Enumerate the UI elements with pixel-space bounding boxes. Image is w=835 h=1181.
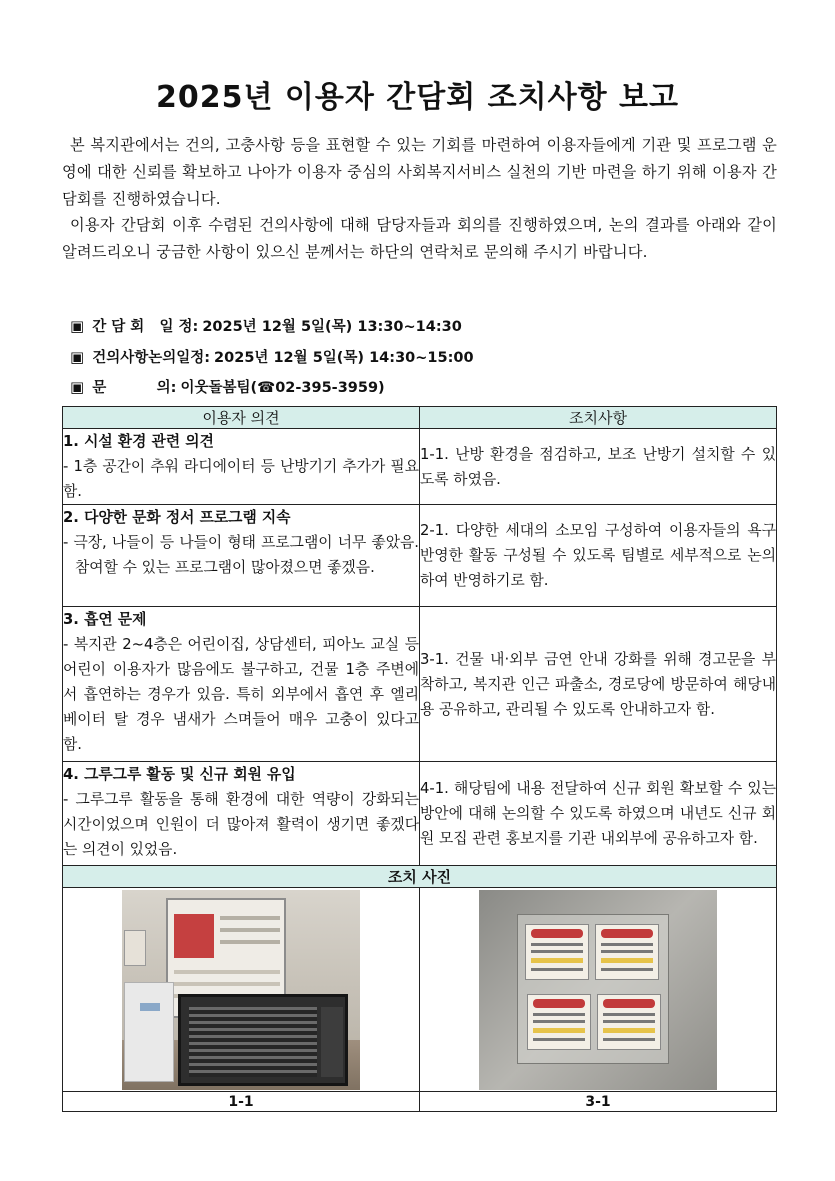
table-row (63, 429, 777, 505)
info-label: 간 담 회 일 정: (92, 319, 199, 335)
table-header-row (63, 407, 777, 429)
action-cell: 2-1. 다양한 세대의 소모임 구성하여 이용자들의 욕구 반영한 활동 구성될 수 있도록 팀별로 세부적으로 논의하여 반영하기로 함. (420, 505, 777, 607)
info-label: 건의사항논의일정: (92, 350, 211, 366)
info-row-discussion-date (70, 346, 770, 367)
water-cooler-image (124, 982, 174, 1082)
opinion-heading: 4. 그루그루 활동 및 신규 회원 유입 (63, 766, 296, 783)
intro-text (62, 132, 777, 266)
info-label: 문 의: (92, 380, 177, 396)
caption-row (63, 1092, 777, 1112)
opinion-cell (63, 429, 420, 505)
intro-paragraph-1: 본 복지관에서는 건의, 고충사항 등을 표현할 수 있는 기회를 마련하여 이용자들에게 기관 및 프로그램 운영에 대한 신뢰를 확보하고 나아가 이용자 중심의 사회복지서비스 실천의 기반 마련을 하기 위해 이용자 간담회를 진행하였습니다. (62, 136, 777, 208)
square-bullet-icon: ▣ (70, 316, 85, 335)
opinion-heading: 3. 흡연 문제 (63, 611, 147, 628)
intro-paragraph-2: 이용자 간담회 이후 수렴된 건의사항에 대해 담당자들과 회의를 진행하였으며, 논의 결과를 아래와 같이 알려드리오니 궁금한 사항이 있으신 분께서는 하단의 연락처로 문의해 주시기 바랍니다. (62, 216, 777, 262)
photo-cell-1 (63, 888, 420, 1092)
opinion-text: - 복지관 2~4층은 어린이집, 상담센터, 피아노 교실 등 어린이 이용자가 많음에도 불구하고, 건물 1층 주변에서 흡연하는 경우가 있음. 특히 외부에서 흡연 후 엘리베이터 탈 경우 냄새가 스며들어 매우 고충이 있다고 함. (63, 636, 419, 753)
no-smoking-notice-photo (479, 890, 717, 1090)
info-row-contact (70, 376, 770, 397)
table-row (63, 607, 777, 762)
heater-photo (122, 890, 360, 1090)
photo-caption-2: 3-1 (420, 1092, 777, 1112)
page-title: 2025년 이용자 간담회 조치사항 보고 (155, 80, 679, 115)
table-row (63, 505, 777, 607)
opinion-heading: 1. 시설 환경 관련 의견 (63, 433, 214, 450)
opinion-text: - 그루그루 활동을 통해 환경에 대한 역량이 강화되는 시간이었으며 인원이 더 많아져 활력이 생기면 좋겠다는 의견이 있었음. (63, 791, 419, 858)
photo-row (63, 888, 777, 1092)
table-row (63, 762, 777, 866)
photo-header: 조치 사진 (63, 866, 777, 888)
info-value: 2025년 12월 5일(목) 14:30~15:00 (214, 350, 474, 366)
info-value: 2025년 12월 5일(목) 13:30~14:30 (202, 319, 462, 335)
opinion-cell (63, 607, 420, 762)
info-row-meeting-date (70, 315, 770, 336)
space-heater-image (178, 994, 348, 1086)
action-cell: 1-1. 난방 환경을 점검하고, 보조 난방기 설치할 수 있도록 하였음. (420, 429, 777, 505)
opinion-heading: 2. 다양한 문화 정서 프로그램 지속 (63, 509, 291, 526)
info-value: 이웃돌봄팀(☎02-395-3959) (180, 380, 385, 396)
opinion-text: - 극장, 나들이 등 나들이 형태 프로그램이 너무 좋았음. 참여할 수 있는 프로그램이 많아졌으면 좋겠음. (63, 534, 419, 576)
action-cell: 4-1. 해당팀에 내용 전달하여 신규 회원 확보할 수 있는 방안에 대해 논의할 수 있도록 하였으며 내년도 신규 회원 모집 관련 홍보지를 기관 내외부에 공유하고자 함. (420, 762, 777, 866)
photo-header-row (63, 866, 777, 888)
opinion-cell (63, 762, 420, 866)
photo-caption-1: 1-1 (63, 1092, 420, 1112)
action-report-table (62, 406, 777, 1112)
col-header-opinion: 이용자 의견 (63, 407, 420, 429)
photo-cell-2 (420, 888, 777, 1092)
square-bullet-icon: ▣ (70, 377, 85, 396)
col-header-action: 조치사항 (420, 407, 777, 429)
square-bullet-icon: ▣ (70, 347, 85, 366)
opinion-text: - 1층 공간이 추워 라디에이터 등 난방기기 추가가 필요함. (63, 458, 419, 500)
opinion-cell (63, 505, 420, 607)
action-cell: 3-1. 건물 내·외부 금연 안내 강화를 위해 경고문을 부착하고, 복지관 인근 파출소, 경로당에 방문하여 해당내용 공유하고, 관리될 수 있도록 안내하고자 함. (420, 607, 777, 762)
